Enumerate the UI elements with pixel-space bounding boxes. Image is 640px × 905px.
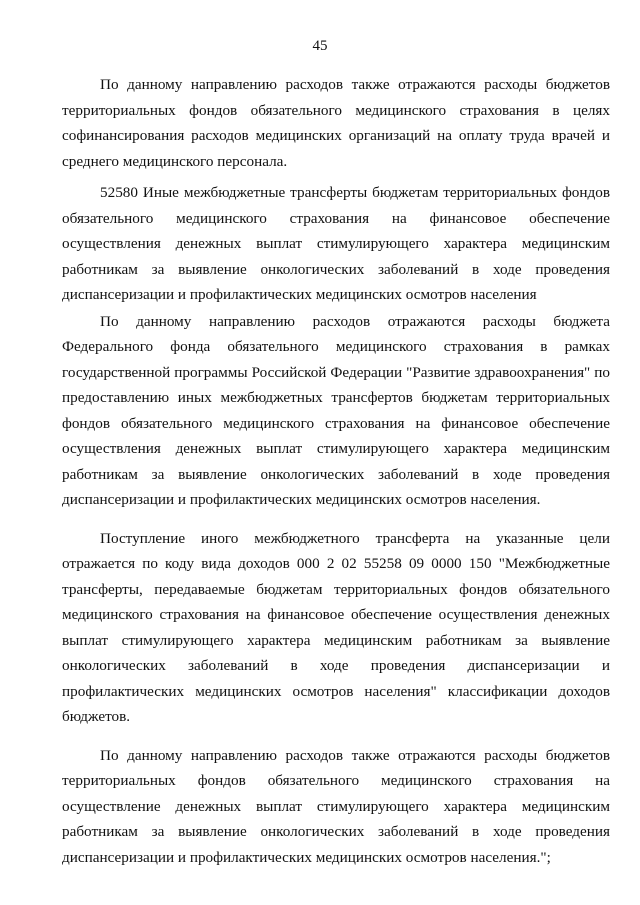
paragraph-expenses-cofinancing: По данному направлению расходов также отражаются расходы бюджетов территориальных фондов обязательного медицинского страхования в целях софинансирования расходов медицинских организаций на оплату труда врачей и среднего медицинского персонала.: [62, 76, 610, 170]
paragraph-territorial-fund-expenses: По данному направлению расходов также отражаются расходы бюджетов территориальных фондов обязательного медицинского страхования на осуществление денежных выплат стимулирующего характера медицинским работникам за выявление онкологических заболеваний в ходе проведения диспансеризации и профилактических медицинских осмотров населения.";: [62, 746, 610, 866]
document-body: [62, 72, 610, 876]
paragraph-income-code: Поступление иного межбюджетного трансферта на указанные цели отражается по коду вида доходов 000 2 02 55258 09 0000 150 "Межбюджетные трансферты, передаваемые бюджетам территориальных фондов обязательного медицинского страхования на финансовое обеспечение осуществления денежных выплат стимулирующего характера медицинским работникам за выявление онкологических заболеваний в ходе проведения диспансеризации и профилактических медицинских осмотров населения" классификации доходов бюджетов.: [62, 529, 610, 725]
page-number: 45: [312, 38, 328, 54]
paragraph-52580-heading: 52580 Иные межбюджетные трансферты бюджетам территориальных фондов обязательного медицинского страхования на финансовое обеспечение осуществления денежных выплат стимулирующего характера медицинским работникам за выявление онкологических заболеваний в ходе проведения диспансеризации и профилактических медицинских осмотров населения: [62, 184, 610, 303]
paragraph-federal-fund-expenses: По данному направлению расходов отражаются расходы бюджета Федерального фонда обязательного медицинского страхования в рамках государственной программы Российской Федерации "Развитие здравоохранения" по предоставлению иных межбюджетных трансфертов бюджетам территориальных фондов обязательного медицинского страхования на финансовое обеспечение осуществления денежных выплат стимулирующего характера медицинским работникам за выявление онкологических заболеваний в ходе проведения диспансеризации и профилактических медицинских осмотров населения.: [62, 312, 610, 508]
